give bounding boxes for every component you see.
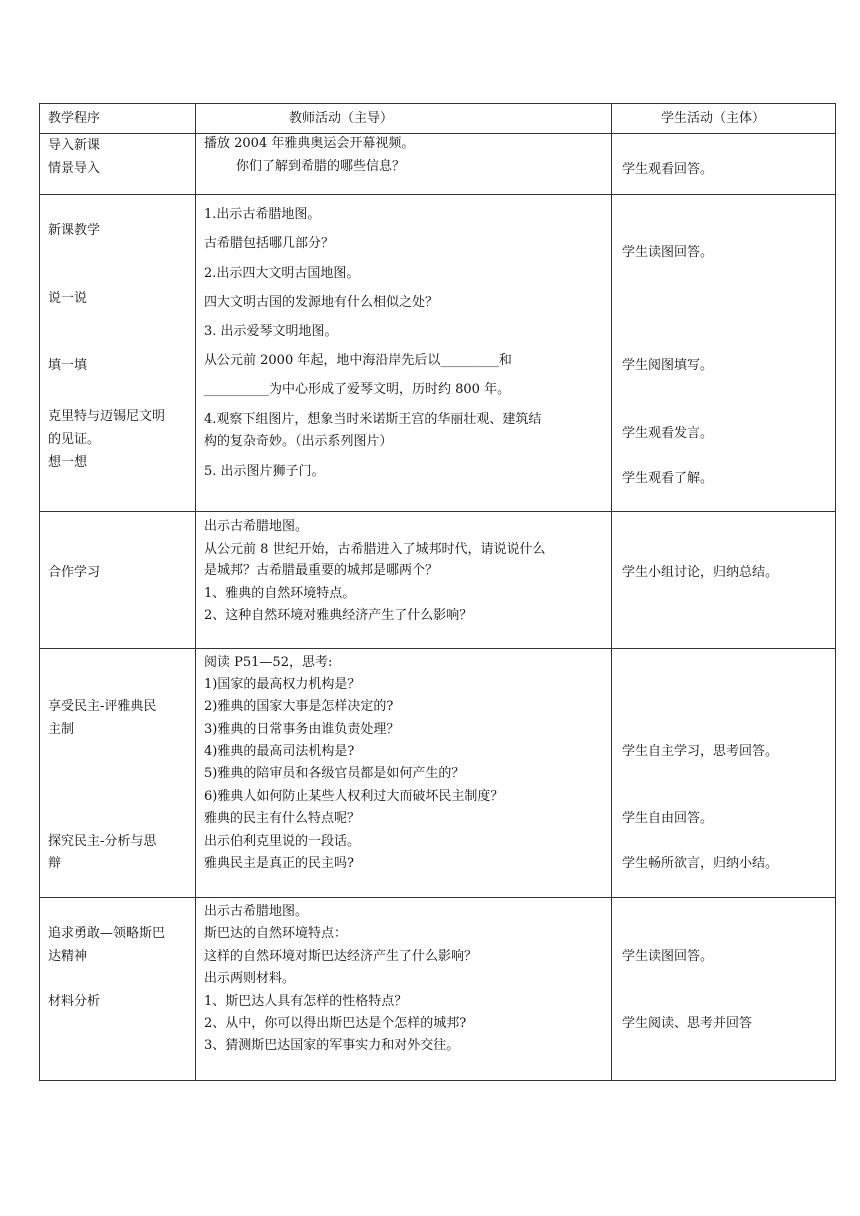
teacher-text: 3. 出示爱琴文明地图。: [204, 324, 338, 339]
procedure-text: 材料分析: [48, 994, 101, 1009]
teacher-text: 1、雅典的自然环境特点。: [204, 586, 356, 601]
teacher-text: 出示两则材料。: [204, 971, 296, 986]
teacher-text: 这样的自然环境对斯巴达经济产生了什么影响？: [204, 949, 478, 964]
header-cell-teacher: [196, 104, 612, 134]
teacher-text: 3)雅典的日常事务由谁负责处理？: [204, 722, 400, 737]
student-cell: [612, 195, 836, 512]
procedure-text: 探究民主-分析与思: [48, 834, 157, 849]
student-text: 学生自由回答。: [622, 811, 714, 826]
procedure-cell: [40, 195, 196, 512]
teacher-text: 雅典的民主有什么特点呢？: [204, 811, 361, 826]
teacher-text: 古希腊包括哪几部分？: [204, 236, 335, 251]
procedure-text: 克里特与迈锡尼文明: [48, 409, 166, 424]
student-text: 学生小组讨论，归纳总结。: [622, 565, 779, 580]
teacher-text: 播放 2004 年雅典奥运会开幕视频。: [204, 136, 415, 151]
header-teacher-label: 教师活动（主导）: [289, 111, 394, 126]
teacher-cell: [196, 195, 612, 512]
teacher-cell: [196, 512, 612, 649]
teacher-text: 出示伯利克里说的一段话。: [204, 834, 361, 849]
table-row: [40, 195, 836, 512]
student-text: 学生观看回答。: [622, 162, 714, 177]
teacher-text: 阅读 P51—52，思考:: [204, 655, 333, 670]
teacher-text: 2)雅典的国家大事是怎样决定的?: [204, 699, 394, 714]
student-text: 学生阅读、思考并回答: [622, 1016, 753, 1031]
header-cell-student: [612, 104, 836, 134]
procedure-text: 的见证。: [48, 432, 101, 447]
student-cell: [612, 649, 836, 898]
student-text: 学生自主学习，思考回答。: [622, 744, 779, 759]
procedure-cell: [40, 649, 196, 898]
teacher-text: 从公元前 8 世纪开始，古希腊进入了城邦时代，请说说什么: [204, 542, 546, 557]
student-cell: [612, 134, 836, 195]
teacher-text: 出示古希腊地图。: [204, 904, 309, 919]
header-cell-procedure: [40, 104, 196, 134]
teacher-text: __________为中心形成了爱琴文明，历时约 800 年。: [204, 382, 511, 397]
teacher-text: 2、从中，你可以得出斯巴达是个怎样的城邦?: [204, 1016, 467, 1031]
student-cell: [612, 512, 836, 649]
procedure-text: 想一想: [48, 455, 88, 470]
teacher-cell: [196, 134, 612, 195]
teacher-text: 5. 出示图片狮子门。: [204, 464, 325, 479]
student-text: 学生读图回答。: [622, 949, 714, 964]
teacher-text: 出示古希腊地图。: [204, 519, 309, 534]
student-text: 学生读图回答。: [622, 245, 714, 260]
teacher-text: 是城邦？古希腊最重要的城邦是哪两个？: [204, 563, 439, 578]
teacher-text: 1)国家的最高权力机构是？: [204, 677, 361, 692]
student-cell: [612, 898, 836, 1081]
procedure-text: 说一说: [48, 291, 88, 306]
table-row: [40, 512, 836, 649]
table-row: [40, 898, 836, 1081]
teacher-cell: [196, 898, 612, 1081]
teacher-text: 5)雅典的陪审员和各级官员都是如何产生的？: [204, 766, 465, 781]
procedure-text: 追求勇敢—领略斯巴: [48, 926, 166, 941]
student-text: 学生观看发言。: [622, 426, 714, 441]
procedure-text: 达精神: [48, 949, 88, 964]
teacher-text: 2.出示四大文明古国地图。: [204, 266, 360, 281]
student-text: 学生阅图填写。: [622, 358, 714, 373]
teacher-text: 斯巴达的自然环境特点：: [204, 926, 348, 941]
teacher-text: 3、猜测斯巴达国家的军事实力和对外交往。: [204, 1038, 460, 1053]
student-text: 学生观看了解。: [622, 471, 714, 486]
teacher-text: 1、斯巴达人具有怎样的性格特点？: [204, 994, 408, 1009]
procedure-text: 合作学习: [48, 565, 101, 580]
teacher-text: 四大文明古国的发源地有什么相似之处？: [204, 295, 439, 310]
table-header-row: [40, 104, 836, 134]
procedure-text: 填一填: [48, 358, 88, 373]
teacher-text: 雅典民主是真正的民主吗?: [204, 856, 354, 871]
teacher-text: 6)雅典人如何防止某些人权利过大而破坏民主制度？: [204, 789, 504, 804]
table-row: [40, 649, 836, 898]
procedure-cell: [40, 512, 196, 649]
header-student-label: 学生活动（主体）: [661, 111, 766, 126]
procedure-text: 导入新课: [48, 138, 101, 153]
teacher-text: 从公元前 2000 年起，地中海沿岸先后以_________和: [204, 353, 512, 368]
procedure-text: 辩: [48, 856, 62, 871]
teacher-text: 构的复杂奇妙。（出示系列图片）: [204, 434, 393, 449]
teacher-text: 1.出示古希腊地图。: [204, 207, 321, 222]
student-text: 学生畅所欲言，归纳小结。: [622, 856, 779, 871]
procedure-text: 享受民主-评雅典民: [48, 699, 157, 714]
header-procedure-label: 教学程序: [48, 111, 101, 126]
teacher-text: 2、这种自然环境对雅典经济产生了什么影响？: [204, 608, 473, 623]
teacher-text: 4)雅典的最高司法机构是?: [204, 744, 355, 759]
procedure-text: 主制: [48, 722, 75, 737]
procedure-cell: [40, 898, 196, 1081]
lesson-plan-table: [39, 103, 836, 1081]
teacher-text: 你们了解到希腊的哪些信息？: [236, 159, 406, 174]
teacher-cell: [196, 649, 612, 898]
procedure-text: 新课教学: [48, 223, 101, 238]
table-row: [40, 134, 836, 195]
teacher-text: 4.观察下组图片，想象当时米诺斯王宫的华丽壮观、建筑结: [204, 412, 542, 427]
procedure-text: 情景导入: [48, 161, 101, 176]
procedure-cell: [40, 134, 196, 195]
